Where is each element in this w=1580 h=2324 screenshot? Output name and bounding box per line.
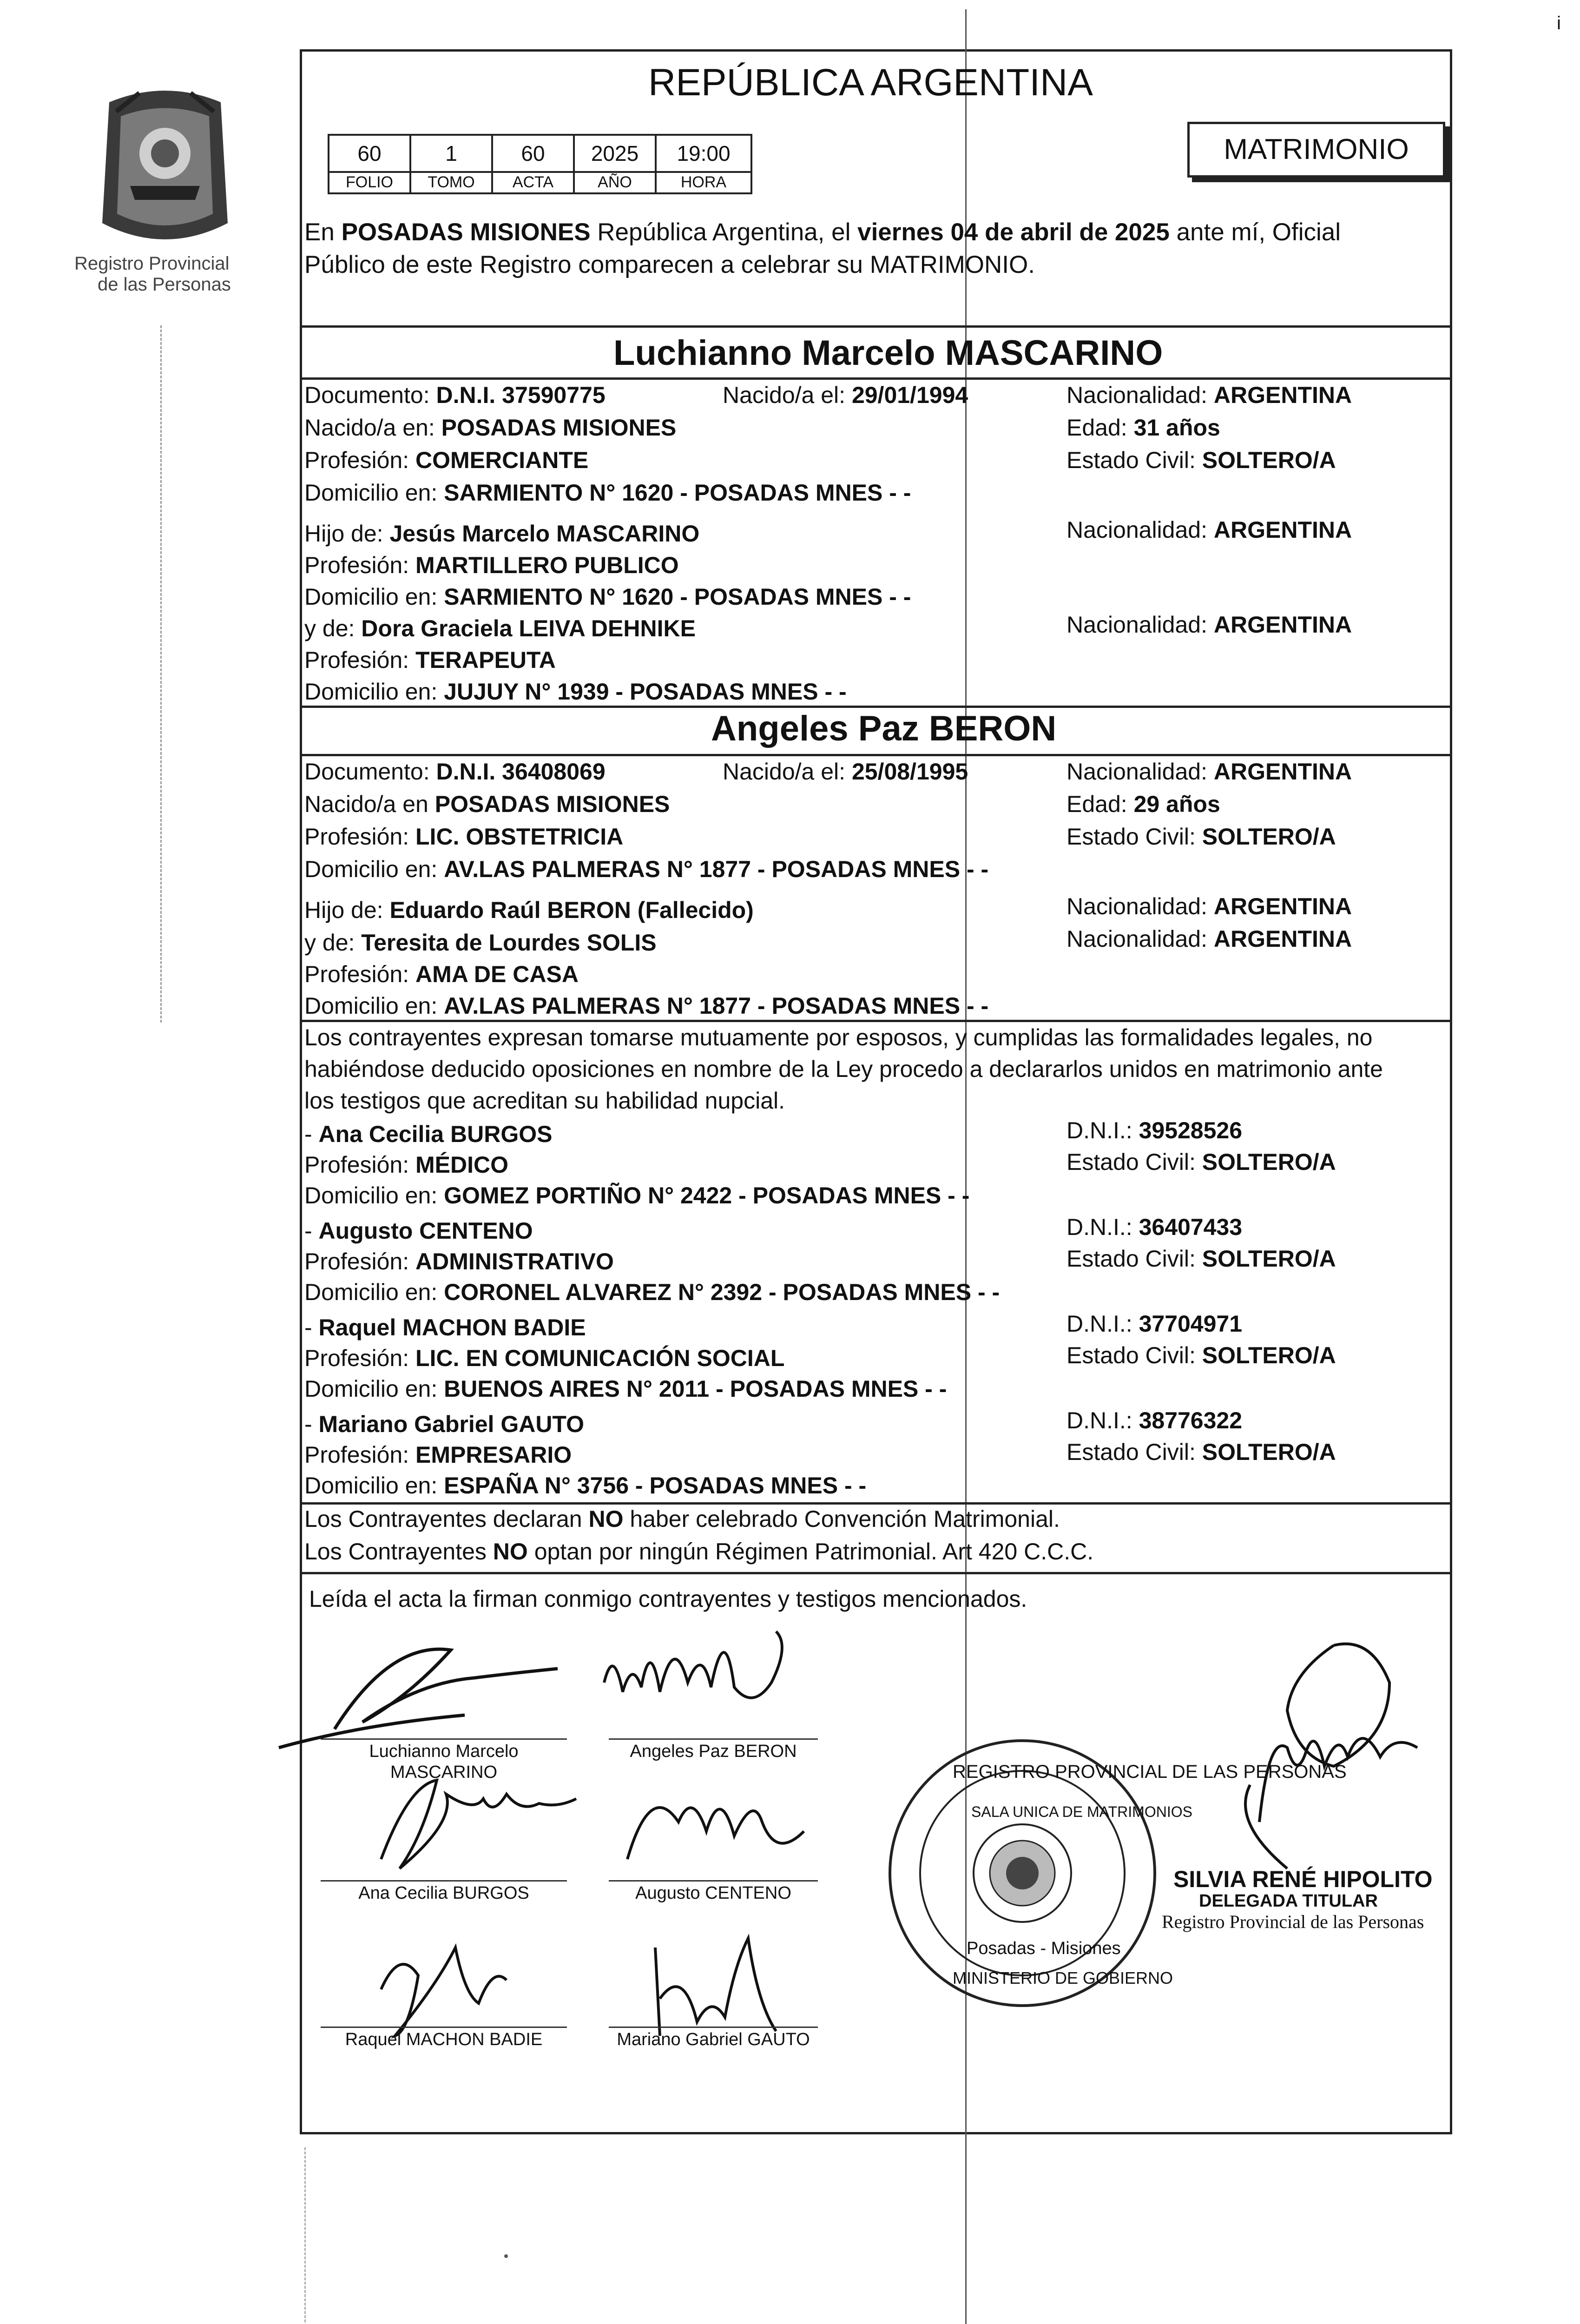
bride-age: Edad: 29 años: [1066, 791, 1220, 817]
bride-mother: y de: Teresita de Lourdes SOLIS: [304, 930, 657, 956]
stamp-text-inner: SALA UNICA DE MATRIMONIOS: [971, 1803, 1192, 1820]
witness-profession: Profesión: LIC. EN COMUNICACIÓN SOCIAL: [304, 1345, 785, 1371]
groom-signature-label-1: Luchianno Marcelo: [369, 1742, 519, 1761]
official-name: SILVIA RENÉ HIPOLITO: [1173, 1866, 1433, 1892]
witness-civil-status: Estado Civil: SOLTERO/A: [1066, 1342, 1336, 1368]
intro-line-1: En POSADAS MISIONES República Argentina, el viernes 04 de abril de 2025 ante mí, Oficial: [304, 218, 1341, 246]
groom-nationality: Nacionalidad: ARGENTINA: [1066, 382, 1352, 408]
groom-mother-address: Domicilio en: JUJUY N° 1939 - POSADAS MNES - -: [304, 679, 847, 705]
witness-dni: D.N.I.: 37704971: [1066, 1311, 1243, 1337]
hora-cell: 19:00 HORA: [655, 134, 752, 194]
official-office: Registro Provincial de las Personas: [1162, 1911, 1424, 1932]
witness-profession: Profesión: ADMINISTRATIVO: [304, 1248, 614, 1274]
bride-document: Documento: D.N.I. 36408069: [304, 759, 606, 785]
witness-3-signature-label: Raquel MACHON BADIE: [345, 2030, 543, 2049]
divider: [300, 1502, 1452, 1505]
tomo-cell: 1 TOMO: [409, 134, 493, 194]
acta-cell: 60 ACTA: [491, 134, 575, 194]
witness-name: - Raquel MACHON BADIE: [304, 1314, 586, 1340]
witness-1-signature-label: Ana Cecilia BURGOS: [358, 1883, 529, 1903]
bride-father: Hijo de: Eduardo Raúl BERON (Fallecido): [304, 897, 754, 923]
signature-line: [321, 2027, 567, 2028]
closing-statement: Leída el acta la firman conmigo contrayentes y testigos mencionados.: [309, 1586, 1027, 1612]
bride-mother-address: Domicilio en: AV.LAS PALMERAS N° 1877 - POSADAS MNES - -: [304, 993, 989, 1019]
intro-line-2: Público de este Registro comparecen a celebrar su MATRIMONIO.: [304, 251, 1035, 278]
logo-caption-2: de las Personas: [98, 274, 231, 295]
stamp-text-bottom: Posadas - Misiones: [967, 1939, 1121, 1958]
bride-civil-status: Estado Civil: SOLTERO/A: [1066, 824, 1336, 850]
witness-civil-status: Estado Civil: SOLTERO/A: [1066, 1149, 1336, 1175]
groom-birthplace: Nacido/a en: POSADAS MISIONES: [304, 415, 677, 441]
regime-statement: Los Contrayentes NO optan por ningún Régimen Patrimonial. Art 420 C.C.C.: [304, 1538, 1094, 1565]
anio-cell: 2025 AÑO: [573, 134, 657, 194]
groom-name: Luchianno Marcelo MASCARINO: [613, 333, 1163, 373]
divider: [300, 1020, 1452, 1022]
witness-name: - Augusto CENTENO: [304, 1218, 533, 1244]
bride-mother-profession: Profesión: AMA DE CASA: [304, 961, 579, 987]
act-type-box: MATRIMONIO: [1187, 122, 1445, 178]
official-signature: [1092, 1618, 1436, 1878]
groom-father: Hijo de: Jesús Marcelo MASCARINO: [304, 521, 700, 547]
divider: [300, 754, 1452, 756]
witness-1-signature: [353, 1766, 595, 1887]
margin-dashes: [304, 2147, 307, 2324]
bride-birthdate: Nacido/a el: 25/08/1995: [723, 759, 968, 785]
bride-signature: [595, 1618, 818, 1757]
witness-name: - Ana Cecilia BURGOS: [304, 1121, 553, 1147]
speck: [504, 2254, 508, 2258]
divider: [300, 377, 1452, 380]
witness-civil-status: Estado Civil: SOLTERO/A: [1066, 1439, 1336, 1465]
bride-birthplace: Nacido/a en POSADAS MISIONES: [304, 791, 670, 817]
groom-father-nationality: Nacionalidad: ARGENTINA: [1066, 517, 1352, 543]
registry-logo: [88, 84, 242, 256]
declaration-line-2: habiéndose deducido oposiciones en nombre de la Ley procedo a declararlos unidos en matrimonio ante: [304, 1056, 1383, 1082]
signature-line: [609, 2027, 818, 2028]
signature-line: [321, 1880, 567, 1882]
groom-age: Edad: 31 años: [1066, 415, 1220, 441]
groom-mother-profession: Profesión: TERAPEUTA: [304, 647, 556, 673]
groom-signature-label-2: MASCARINO: [390, 1763, 498, 1782]
official-title: DELEGADA TITULAR: [1199, 1891, 1378, 1911]
groom-father-profession: Profesión: MARTILLERO PUBLICO: [304, 552, 679, 578]
witness-address: Domicilio en: BUENOS AIRES N° 2011 - POSADAS MNES - -: [304, 1376, 947, 1402]
signature-line: [609, 1738, 818, 1740]
witness-dni: D.N.I.: 38776322: [1066, 1407, 1243, 1433]
logo-caption-1: Registro Provincial: [74, 253, 230, 274]
bride-nationality: Nacionalidad: ARGENTINA: [1066, 759, 1352, 785]
signature-line: [321, 1738, 567, 1740]
groom-civil-status: Estado Civil: SOLTERO/A: [1066, 447, 1336, 473]
witness-civil-status: Estado Civil: SOLTERO/A: [1066, 1246, 1336, 1272]
margin-dashes: [160, 325, 163, 1023]
declaration-line-3: los testigos que acreditan su habilidad nupcial.: [304, 1088, 785, 1114]
witness-profession: Profesión: MÉDICO: [304, 1152, 509, 1178]
witness-address: Domicilio en: ESPAÑA N° 3756 - POSADAS MNES - -: [304, 1472, 867, 1499]
bride-name: Angeles Paz BERON: [711, 709, 1057, 748]
signature-line: [609, 1880, 818, 1882]
divider: [300, 1572, 1452, 1574]
bride-profession: Profesión: LIC. OBSTETRICIA: [304, 824, 624, 850]
witness-address: Domicilio en: CORONEL ALVAREZ N° 2392 - POSADAS MNES - -: [304, 1279, 1000, 1305]
bride-address: Domicilio en: AV.LAS PALMERAS N° 1877 - POSADAS MNES - -: [304, 856, 989, 882]
stamp-text-ministry: MINISTERIO DE GOBIERNO: [953, 1968, 1173, 1987]
bride-mother-nationality: Nacionalidad: ARGENTINA: [1066, 926, 1352, 952]
groom-birthdate: Nacido/a el: 29/01/1994: [723, 382, 968, 408]
witness-2-signature: [609, 1766, 813, 1887]
witness-dni: D.N.I.: 36407433: [1066, 1214, 1243, 1240]
groom-document: Documento: D.N.I. 37590775: [304, 382, 606, 408]
witness-2-signature-label: Augusto CENTENO: [635, 1883, 791, 1903]
groom-mother: y de: Dora Graciela LEIVA DEHNIKE: [304, 615, 696, 641]
page-title: REPÚBLICA ARGENTINA: [648, 61, 1093, 104]
groom-profession: Profesión: COMERCIANTE: [304, 447, 589, 473]
witness-address: Domicilio en: GOMEZ PORTIÑO N° 2422 - POSADAS MNES - -: [304, 1182, 970, 1208]
witness-4-signature-label: Mariano Gabriel GAUTO: [617, 2030, 810, 2049]
bride-signature-label: Angeles Paz BERON: [630, 1742, 797, 1761]
declaration-line-1: Los contrayentes expresan tomarse mutuamente por esposos, y cumplidas las formalidades legales, no: [304, 1024, 1373, 1050]
witness-name: - Mariano Gabriel GAUTO: [304, 1411, 584, 1437]
groom-father-address: Domicilio en: SARMIENTO N° 1620 - POSADAS MNES - -: [304, 584, 911, 610]
divider: [300, 325, 1452, 328]
corner-mark: i: [1557, 13, 1561, 33]
stamp-text-outer: REGISTRO PROVINCIAL DE LAS PERSONAS: [953, 1762, 1347, 1782]
witness-dni: D.N.I.: 39528526: [1066, 1117, 1243, 1143]
folio-cell: 60 FOLIO: [328, 134, 411, 194]
convention-statement: Los Contrayentes declaran NO haber celebrado Convención Matrimonial.: [304, 1506, 1060, 1532]
bride-father-nationality: Nacionalidad: ARGENTINA: [1066, 893, 1352, 919]
groom-mother-nationality: Nacionalidad: ARGENTINA: [1066, 612, 1352, 638]
groom-address: Domicilio en: SARMIENTO N° 1620 - POSADAS MNES - -: [304, 480, 911, 506]
witness-profession: Profesión: EMPRESARIO: [304, 1442, 572, 1468]
